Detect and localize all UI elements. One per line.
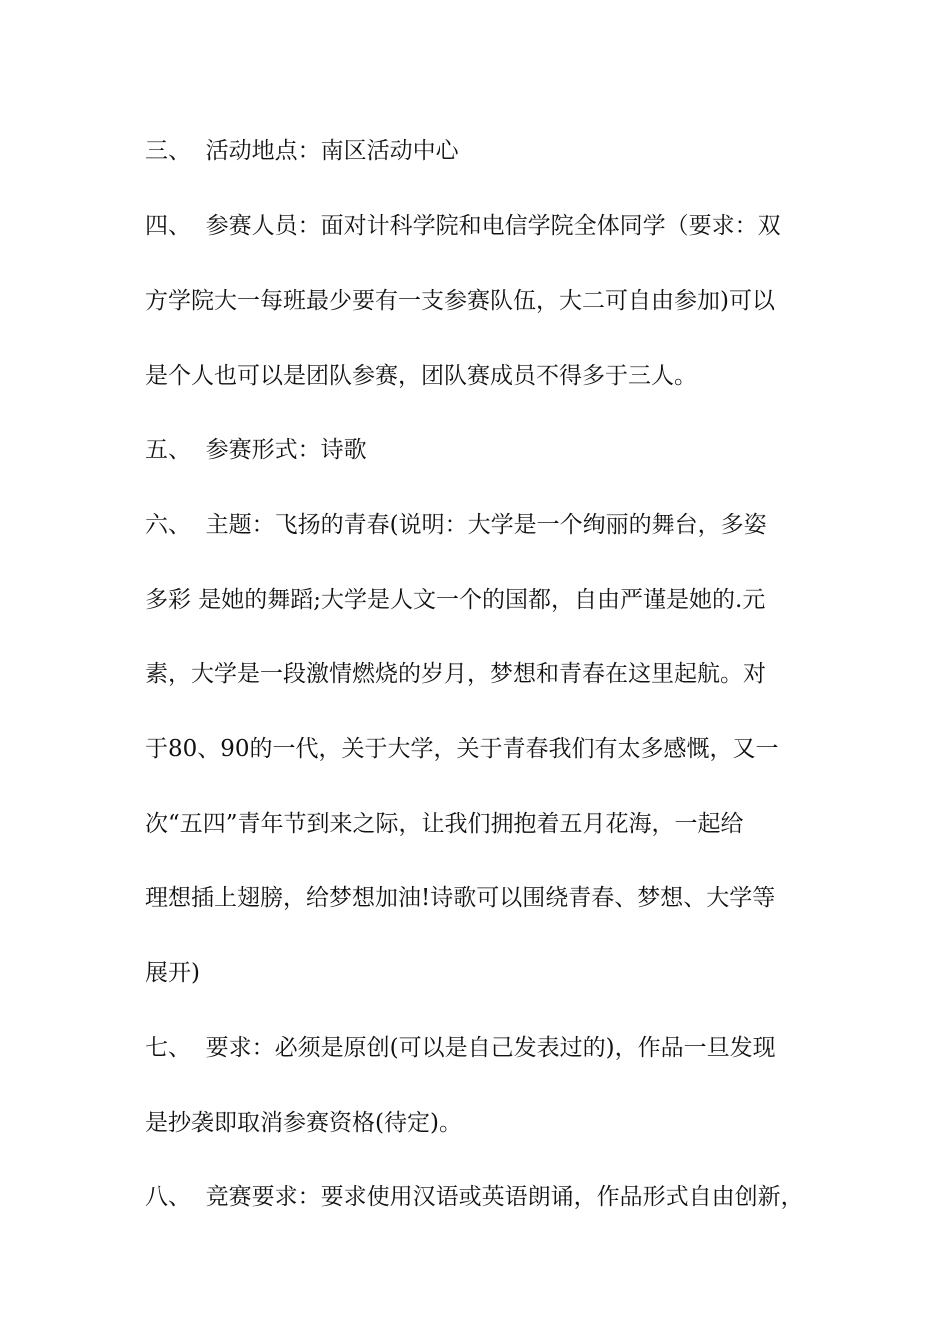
section-6-theme-line-2: 多彩 是她的舞蹈;大学是人文一个的国都，自由严谨是她的.元	[145, 587, 766, 613]
section-4-participants-line-2: 方学院大一每班最少要有一支参赛队伍，大二可自由参加)可以	[145, 288, 775, 314]
section-6-theme-line-5: 次“五四”青年节到来之际，让我们拥抱着五月花海，一起给	[145, 811, 744, 837]
section-6-theme-line-3: 素，大学是一段激情燃烧的岁月，梦想和青春在这里起航。对	[145, 661, 766, 687]
section-3-venue: 三、 活动地点：南区活动中心	[145, 138, 459, 164]
section-6-theme-line-1: 六、 主题：飞扬的青春(说明：大学是一个绚丽的舞台，多姿	[145, 512, 767, 538]
section-5-format: 五、 参赛形式：诗歌	[145, 437, 367, 463]
section-7-requirements-line-2: 是抄袭即取消参赛资格(待定)。	[145, 1110, 462, 1136]
section-6-theme-line-4: 于80、90的一代，关于大学，关于青春我们有太多感慨，又一	[145, 736, 779, 762]
section-4-participants-line-1: 四、 参赛人员：面对计科学院和电信学院全体同学（要求：双	[145, 213, 781, 239]
section-4-participants-line-3: 是个人也可以是团队参赛，团队赛成员不得多于三人。	[145, 363, 697, 389]
section-6-theme-line-6: 理想插上翅膀，给梦想加油!诗歌可以围绕青春、梦想、大学等	[145, 885, 776, 911]
section-7-requirements-line-1: 七、 要求：必须是原创(可以是自己发表过的)，作品一旦发现	[145, 1035, 776, 1061]
section-6-theme-line-7: 展开)	[145, 960, 200, 986]
section-8-competition-requirements: 八、 竞赛要求：要求使用汉语或英语朗诵，作品形式自由创新，	[145, 1184, 804, 1210]
